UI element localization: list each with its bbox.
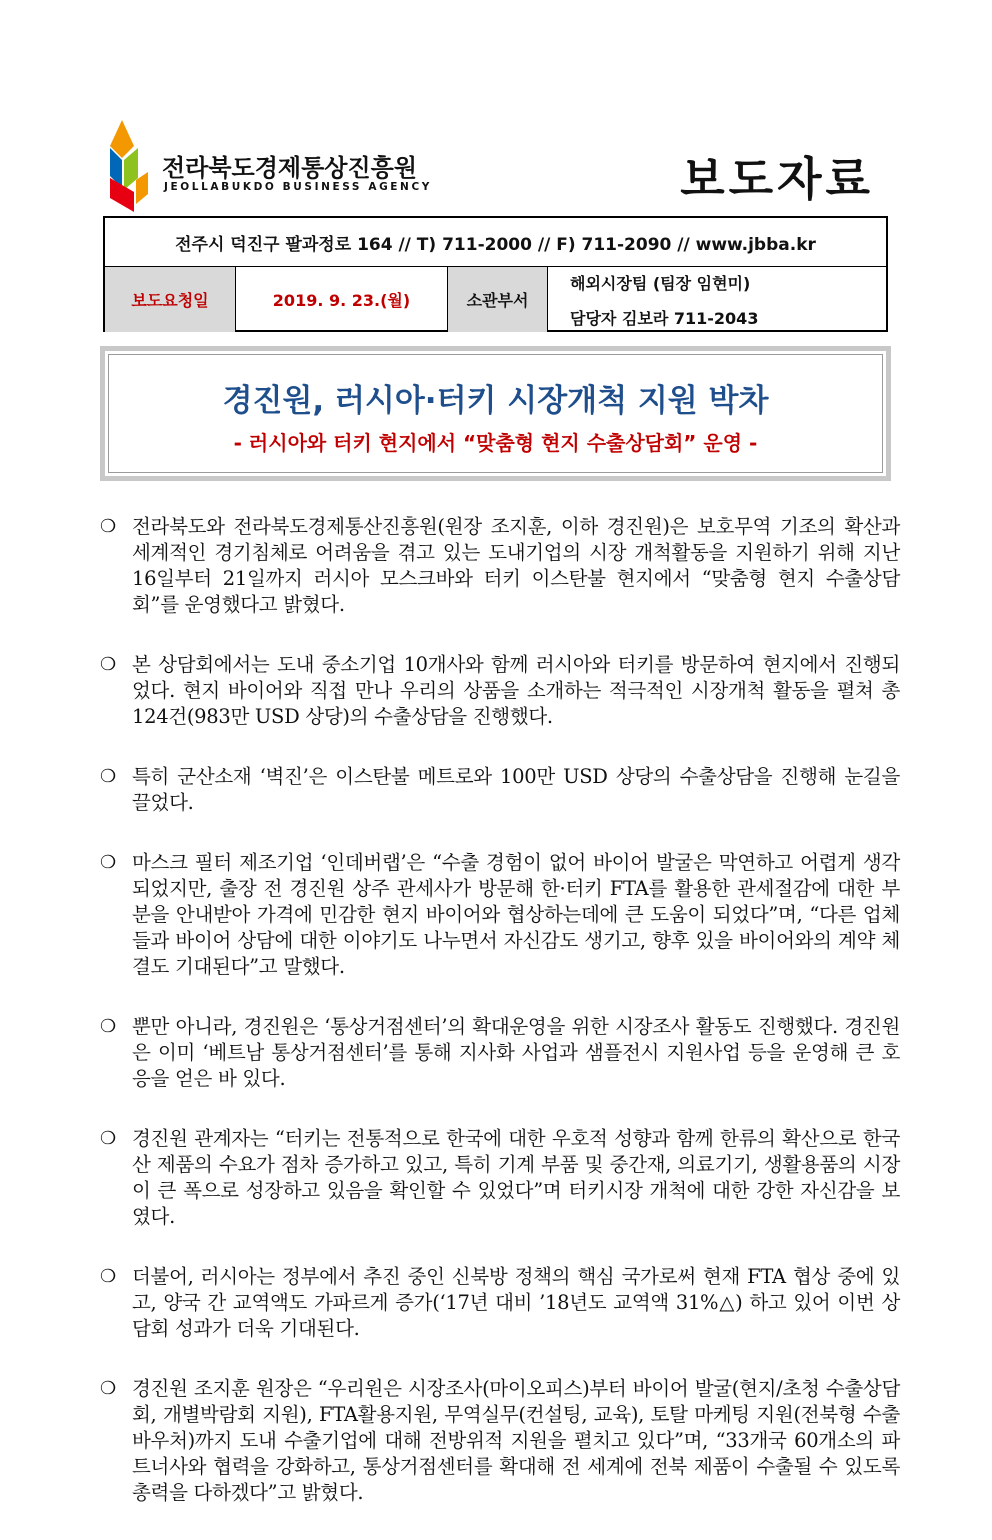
department-contact: 담당자 김보라 711-2043 xyxy=(570,308,759,328)
circle-bullet-icon: ❍ xyxy=(100,852,116,873)
circle-bullet-icon: ❍ xyxy=(100,1266,116,1287)
paragraph xyxy=(100,1376,900,1506)
circle-bullet-icon: ❍ xyxy=(100,1016,116,1037)
department-team: 해외시장팀 (팀장 임현미) xyxy=(570,273,751,293)
paragraph xyxy=(100,764,900,816)
paragraph xyxy=(100,1126,900,1230)
circle-bullet-icon: ❍ xyxy=(100,1378,116,1399)
agency-logo xyxy=(104,118,434,214)
department-label: 소관부서 xyxy=(448,267,548,332)
paragraph-text: 경진원 조지훈 원장은 “우리원은 시장조사(마이오피스)부터 바이어 발굴(현지/초청 수출상담회, 개별박람회 지원), FTA활용지원, 무역실무(컨설팅, 교육), 토탈 마케팅 지원(전북형 수출바우처)까지 도내 수출기업에 대해 전방위적 지원을 펼치고 있다”며, “33개국 60개소의 파트너사와 협력을 강화하고, 통상거점센터를 확대해 전 세계에 전북 제품이 수출될 수 있도록 총력을 다하겠다”고 밝혔다. xyxy=(132,1377,900,1504)
headline-title: 경진원, 러시아·터키 시장개척 지원 박차 xyxy=(222,383,769,419)
department-info xyxy=(548,267,888,332)
paragraph-text: 본 상담회에서는 도내 중소기업 10개사와 함께 러시아와 터키를 방문하여 현지에서 진행되었다. 현지 바이어와 직접 만나 우리의 상품을 소개하는 적극적인 시장개척 활동을 펼쳐 총 124건(983만 USD 상당)의 수출상담을 진행했다. xyxy=(132,653,900,728)
request-date-label: 보도요청일 xyxy=(105,267,236,332)
headline-subtitle: - 러시아와 터키 현지에서 “맞춤형 현지 수출상담회” 운영 - xyxy=(233,431,758,455)
circle-bullet-icon: ❍ xyxy=(100,516,116,537)
paragraph-text: 전라북도와 전라북도경제통산진흥원(원장 조지훈, 이하 경진원)은 보호무역 기조의 확산과 세계적인 경기침체로 어려움을 겪고 있는 도내기업의 시장 개척활동을 지원하기 위해 지난 16일부터 21일까지 러시아 모스크바와 터키 이스탄불 현지에서 “맞춤형 현지 수출상담회”를 운영했다고 밝혔다. xyxy=(132,515,900,616)
headline-box xyxy=(100,346,891,481)
paragraph-text: 뿐만 아니라, 경진원은 ‘통상거점센터’의 확대운영을 위한 시장조사 활동도 진행했다. 경진원은 이미 ‘베트남 통상거점센터’를 통해 지사화 사업과 샘플전시 지원사업 등을 운영해 큰 호응을 얻은 바 있다. xyxy=(132,1015,900,1090)
document-type-title: 보도자료 xyxy=(680,152,874,206)
paragraph xyxy=(100,514,900,618)
paragraph-text: 더불어, 러시아는 정부에서 추진 중인 신북방 정책의 핵심 국가로써 현재 FTA 협상 중에 있고, 양국 간 교역액도 가파르게 증가(‘17년 대비 ’18년도 교역액 31%△) 하고 있어 이번 상담회 성과가 더욱 기대된다. xyxy=(132,1265,900,1340)
paragraph xyxy=(100,1014,900,1092)
article-body xyxy=(100,514,900,1540)
paragraph xyxy=(100,1264,900,1342)
org-name-english: JEOLLABUKDO BUSINESS AGENCY xyxy=(164,181,432,193)
paragraph-text: 경진원 관계자는 “터키는 전통적으로 한국에 대한 우호적 성향과 함께 한류의 확산으로 한국산 제품의 수요가 점차 증가하고 있고, 특히 기계 부품 및 중간재, 의료기기, 생활용품의 시장이 큰 폭으로 성장하고 있음을 확인할 수 있었다”며 터키시장 개척에 대한 강한 자신감을 보였다. xyxy=(132,1127,900,1228)
agency-logo-mark-icon xyxy=(104,118,156,214)
request-date-value: 2019. 9. 23.(월) xyxy=(236,267,448,332)
paragraph xyxy=(100,652,900,730)
contact-line: 전주시 덕진구 팔과정로 164 // T) 711-2000 // F) 711-2090 // www.jbba.kr xyxy=(105,218,886,267)
paragraph-text: 특히 군산소재 ‘벽진’은 이스탄불 메트로와 100만 USD 상당의 수출상담을 진행해 눈길을 끌었다. xyxy=(132,765,900,814)
paragraph-text: 마스크 필터 제조기업 ‘인데버랩’은 “수출 경험이 없어 바이어 발굴은 막연하고 어렵게 생각되었지만, 출장 전 경진원 상주 관세사가 방문해 한·터키 FTA를 활용한 관세절감에 대한 부분을 안내받아 가격에 민감한 현지 바이어와 협상하는데에 큰 도움이 되었다”며, “다른 업체들과 바이어 상담에 대한 이야기도 나누면서 자신감도 생기고, 향후 있을 바이어와의 계약 체결도 기대된다”고 말했다. xyxy=(132,851,900,978)
org-name: 전라북도경제통상진흥원 xyxy=(162,154,418,182)
info-table xyxy=(103,216,888,332)
circle-bullet-icon: ❍ xyxy=(100,1128,116,1149)
paragraph xyxy=(100,850,900,980)
circle-bullet-icon: ❍ xyxy=(100,654,116,675)
circle-bullet-icon: ❍ xyxy=(100,766,116,787)
